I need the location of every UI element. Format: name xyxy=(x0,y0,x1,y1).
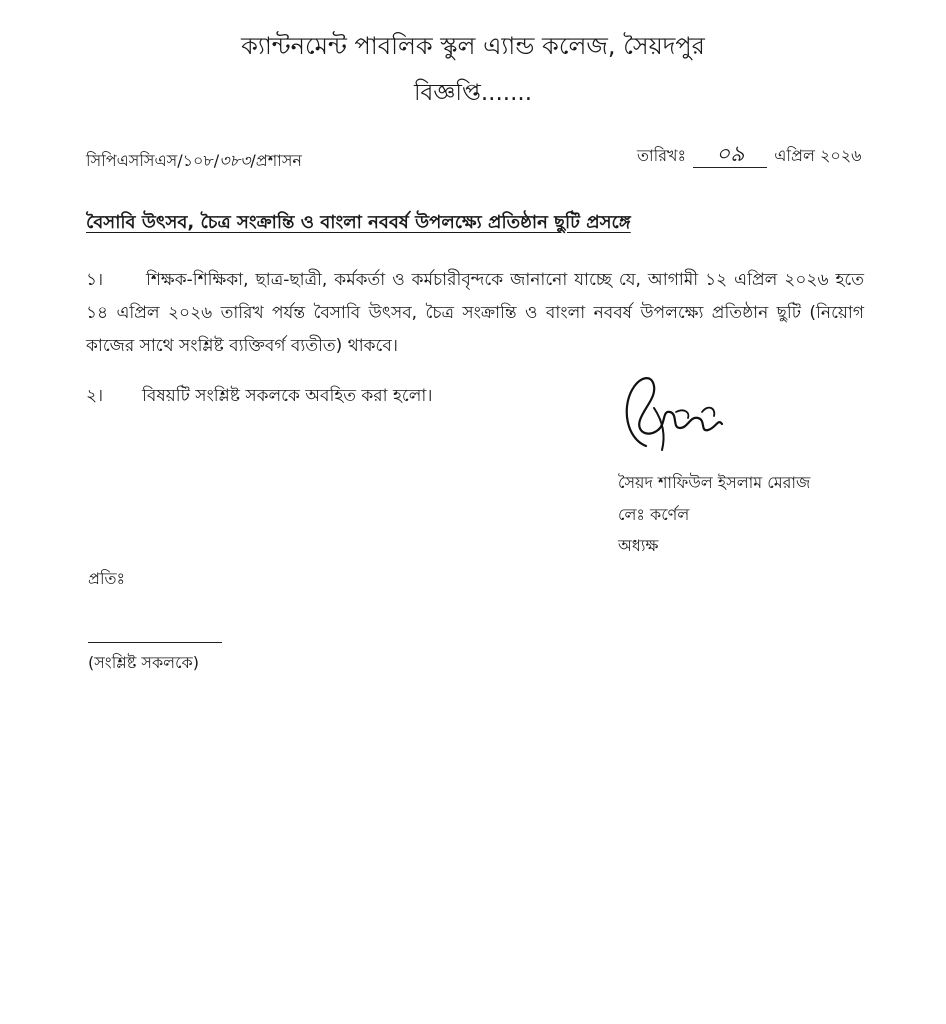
notice-heading: বিজ্ঞপ্তি....... xyxy=(413,80,533,106)
memo-suffix: /প্রশাসন xyxy=(250,151,302,170)
date-day-handwritten: ০৯ xyxy=(693,143,767,168)
copy-label: প্রতিঃ xyxy=(88,569,126,588)
date-label: তারিখঃ xyxy=(637,146,687,165)
institution-title: ক্যান্টনমেন্ট পাবলিক স্কুল এ্যান্ড কলেজ, সৈয়দপুর xyxy=(241,32,705,60)
date-month-year: এপ্রিল ২০২৬ xyxy=(774,146,862,165)
paragraph-text: বিষয়টি সংশ্লিষ্ট সকলকে অবহিত করা হলো। xyxy=(142,386,433,406)
paragraph-number: ২। xyxy=(86,386,104,406)
paragraph-1 xyxy=(86,264,864,363)
date-line xyxy=(637,143,862,170)
memo-handwritten-number: ৩৮৩ xyxy=(219,151,251,170)
signatory-rank: লেঃ কর্ণেল xyxy=(618,505,690,524)
subject-line: বৈসাবি উৎসব, চৈত্র সংক্রান্তি ও বাংলা নববর্ষ উপলক্ষ্যে প্রতিষ্ঠান ছুটি প্রসঙ্গে xyxy=(86,212,631,233)
paragraph-text: শিক্ষক-শিক্ষিকা, ছাত্র-ছাত্রী, কর্মকর্তা ও কর্মচারীবৃন্দকে জানানো যাচ্ছে যে, আগামী ১২ এপ্রিল ২০২৬ হতে ১৪ এপ্রিল ২০২৬ তারিখ পর্যন্ত বৈসাবি উৎসব, চৈত্র সংক্রান্তি ও বাংলা নববর্ষ উপলক্ষ্যে প্রতিষ্ঠান ছুটি (নিয়োগ কাজের সাথে সংশ্লিষ্ট ব্যক্তিবর্গ ব্যতীত) থাকবে। xyxy=(86,270,864,356)
memo-prefix: সিপিএসসিএস/১০৮/ xyxy=(86,151,220,170)
paragraph-2 xyxy=(86,380,864,413)
signatory-designation: অধ্যক্ষ xyxy=(618,536,659,555)
signatory-name: সৈয়দ শাফিউল ইসলাম মেরাজ xyxy=(618,473,811,492)
copy-divider xyxy=(88,642,222,643)
copy-recipients: (সংশ্লিষ্ট সকলকে) xyxy=(88,653,199,672)
signature-icon xyxy=(618,368,728,460)
memo-number xyxy=(86,148,302,175)
paragraph-number: ১। xyxy=(86,270,104,290)
